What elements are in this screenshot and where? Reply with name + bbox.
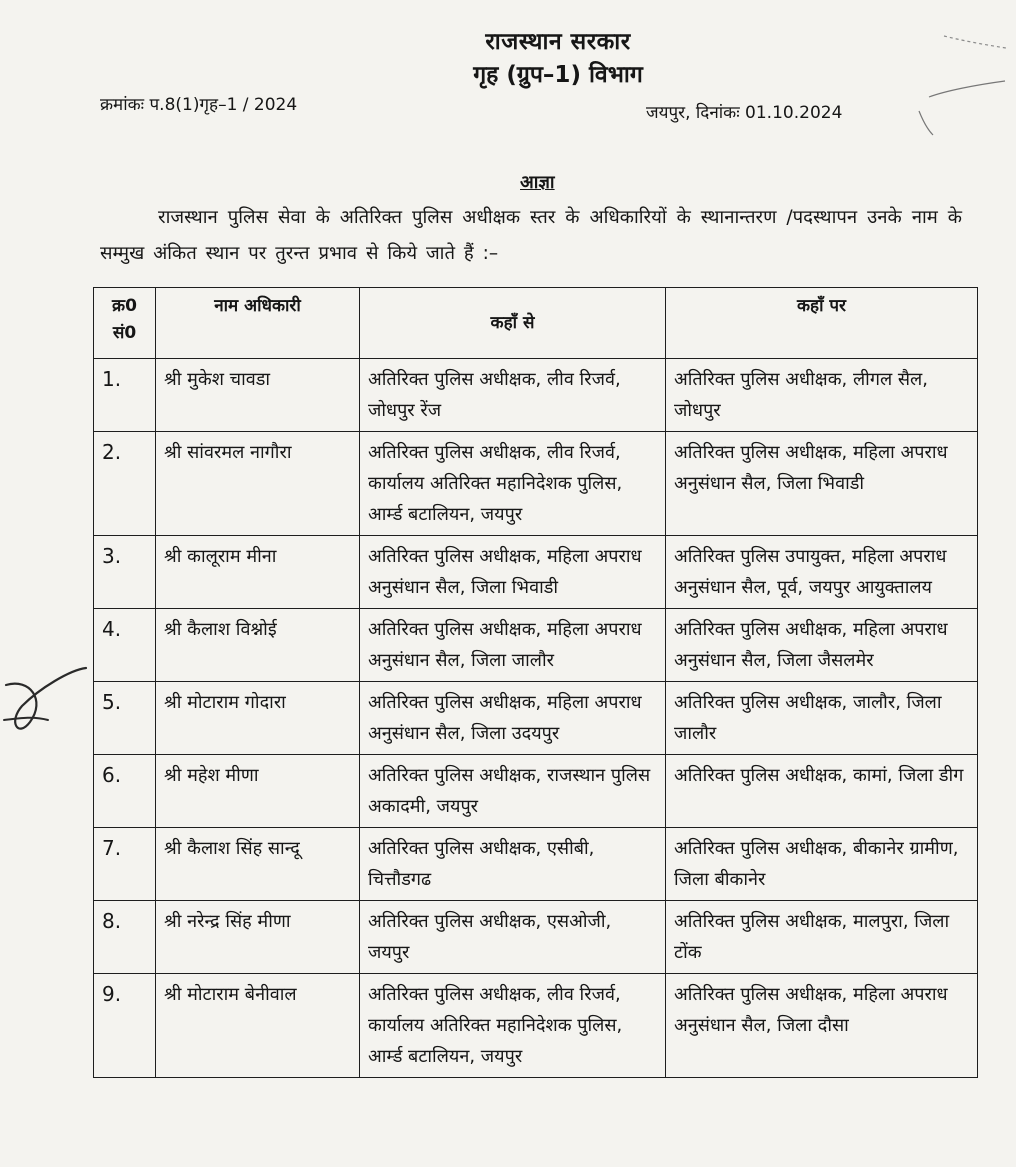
from-cell: अतिरिक्त पुलिस अधीक्षक, महिला अपराध अनुसंधान सैल, जिला उदयपुर [360,682,666,755]
table-row [94,432,978,536]
from-cell: अतिरिक्त पुलिस अधीक्षक, एसओजी, जयपुर [360,901,666,974]
from-cell: अतिरिक्त पुलिस अधीक्षक, महिला अपराध अनुसंधान सैल, जिला जालौर [360,609,666,682]
to-cell: अतिरिक्त पुलिस अधीक्षक, बीकानेर ग्रामीण, जिला बीकानेर [666,828,978,901]
to-cell: अतिरिक्त पुलिस अधीक्षक, कामां, जिला डीग [666,755,978,828]
officer-name-cell: श्री मुकेश चावडा [156,359,360,432]
table-row [94,536,978,609]
serial-cell: 5. [94,682,156,755]
from-cell: अतिरिक्त पुलिस अधीक्षक, राजस्थान पुलिस अकादमी, जयपुर [360,755,666,828]
table-row [94,609,978,682]
handwritten-mark-icon [0,660,90,760]
serial-cell: 6. [94,755,156,828]
pencil-stroke-icon [940,30,1010,60]
officer-name-cell: श्री मोटाराम गोदारा [156,682,360,755]
to-cell: अतिरिक्त पुलिस उपायुक्त, महिला अपराध अनुसंधान सैल, पूर्व, जयपुर आयुक्तालय [666,536,978,609]
officer-name-cell: श्री मोटाराम बेनीवाल [156,974,360,1078]
to-cell: अतिरिक्त पुलिस अधीक्षक, मालपुरा, जिला टोंक [666,901,978,974]
transfer-table [93,287,978,1078]
from-cell: अतिरिक्त पुलिस अधीक्षक, महिला अपराध अनुसंधान सैल, जिला भिवाडी [360,536,666,609]
serial-cell: 8. [94,901,156,974]
officer-name-cell: श्री कैलाश सिंह सान्दू [156,828,360,901]
table-row [94,359,978,432]
department-heading: गृह (ग्रुप–1) विभाग [473,62,643,88]
to-cell: अतिरिक्त पुलिस अधीक्षक, जालौर, जिला जालौर [666,682,978,755]
order-intro: राजस्थान पुलिस सेवा के अतिरिक्त पुलिस अधीक्षक स्तर के अधिकारियों के स्थानान्तरण /पदस्थापन उनके नाम के सम्मुख अंकित स्थान पर तुरन्त प्रभाव से किये जाते हैं :– [100,207,962,264]
from-cell: अतिरिक्त पुलिस अधीक्षक, एसीबी, चित्तौडगढ [360,828,666,901]
officer-name-cell: श्री महेश मीणा [156,755,360,828]
table-row [94,974,978,1078]
serial-cell: 1. [94,359,156,432]
officer-name-cell: श्री कालूराम मीना [156,536,360,609]
header-name: नाम अधिकारी [156,288,360,359]
serial-cell: 2. [94,432,156,536]
table-row [94,755,978,828]
officer-name-cell: श्री सांवरमल नागौरा [156,432,360,536]
to-cell: अतिरिक्त पुलिस अधीक्षक, महिला अपराध अनुसंधान सैल, जिला भिवाडी [666,432,978,536]
serial-cell: 9. [94,974,156,1078]
header-serial: क्र0 सं0 [94,288,156,359]
reference-number: क्रमांकः प.8(1)गृह–1 / 2024 [100,95,298,115]
government-heading: राजस्थान सरकार [485,29,631,55]
officer-name-cell: श्री नरेन्द्र सिंह मीणा [156,901,360,974]
to-cell: अतिरिक्त पुलिस अधीक्षक, महिला अपराध अनुसंधान सैल, जिला दौसा [666,974,978,1078]
place-date: जयपुर, दिनांकः 01.10.2024 [646,103,843,123]
table-row [94,828,978,901]
pencil-stroke-icon [915,75,1010,145]
table-row [94,901,978,974]
header-to: कहाँ पर [666,288,978,359]
header-from: कहाँ से [360,288,666,359]
serial-cell: 7. [94,828,156,901]
from-cell: अतिरिक्त पुलिस अधीक्षक, लीव रिजर्व, जोधपुर रेंज [360,359,666,432]
serial-cell: 3. [94,536,156,609]
to-cell: अतिरिक्त पुलिस अधीक्षक, लीगल सैल, जोधपुर [666,359,978,432]
table-row [94,682,978,755]
to-cell: अतिरिक्त पुलिस अधीक्षक, महिला अपराध अनुसंधान सैल, जिला जैसलमेर [666,609,978,682]
serial-cell: 4. [94,609,156,682]
table-header-row [94,288,978,359]
officer-name-cell: श्री कैलाश विश्नोई [156,609,360,682]
order-title: आज्ञा [520,172,555,193]
from-cell: अतिरिक्त पुलिस अधीक्षक, लीव रिजर्व, कार्यालय अतिरिक्त महानिदेशक पुलिस, आर्म्ड बटालियन, जयपुर [360,432,666,536]
from-cell: अतिरिक्त पुलिस अधीक्षक, लीव रिजर्व, कार्यालय अतिरिक्त महानिदेशक पुलिस, आर्म्ड बटालियन, जयपुर [360,974,666,1078]
